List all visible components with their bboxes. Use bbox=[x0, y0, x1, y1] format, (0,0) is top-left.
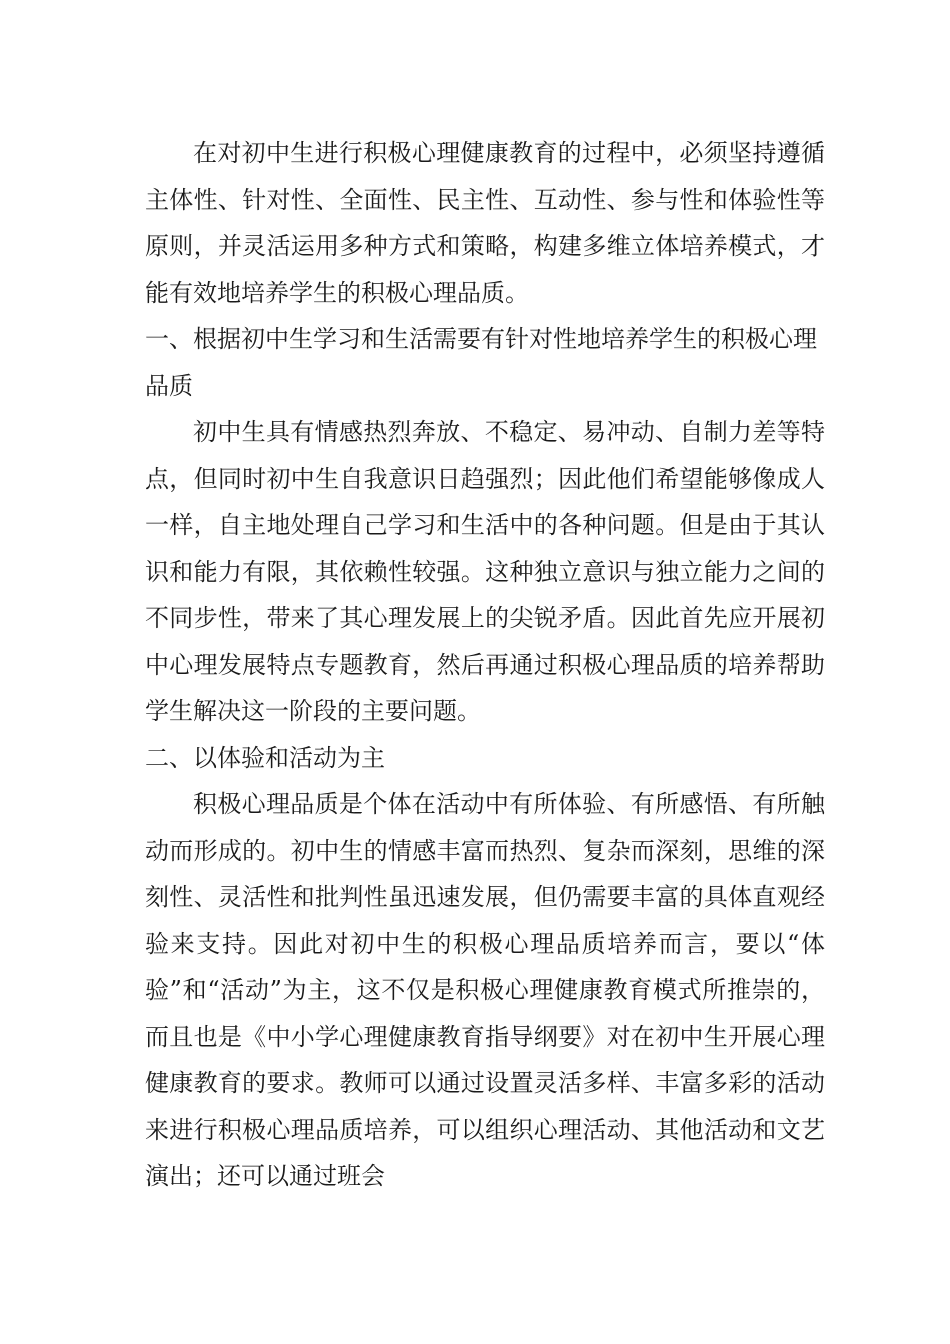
paragraph-intro: 在对初中生进行积极心理健康教育的过程中，必须坚持遵循主体性、针对性、全面性、民主性、互动性、参与性和体验性等原则，并灵活运用多种方式和策略，构建多维立体培养模式，才能有效地培养学生的积极心理品质。 bbox=[145, 139, 825, 307]
section-heading-2: 二、以体验和活动为主 bbox=[145, 743, 385, 772]
paragraph-section-1: 初中生具有情感热烈奔放、不稳定、易冲动、自制力差等特点，但同时初中生自我意识日趋强烈；因此他们希望能够像成人一样，自主地处理自己学习和生活中的各种问题。但是由于其认识和能力有限，其依赖性较强。这种独立意识与独立能力之间的不同步性，带来了其心理发展上的尖锐矛盾。因此首先应开展初中心理发展特点专题教育，然后再通过积极心理品质的培养帮助学生解决这一阶段的主要问题。 bbox=[145, 418, 825, 725]
section-heading-1: 一、根据初中生学习和生活需要有针对性地培养学生的积极心理品质 bbox=[145, 325, 817, 400]
document-body bbox=[145, 130, 825, 1200]
paragraph-section-2: 积极心理品质是个体在活动中有所体验、有所感悟、有所触动而形成的。初中生的情感丰富而热烈、复杂而深刻，思维的深刻性、灵活性和批判性虽迅速发展，但仍需要丰富的具体直观经验来支持。因此对初中生的积极心理品质培养而言，要以“体验”和“活动”为主，这不仅是积极心理健康教育模式所推崇的，而且也是《中小学心理健康教育指导纲要》对在初中生开展心理健康教育的要求。教师可以通过设置灵活多样、丰富多彩的活动来进行积极心理品质培养，可以组织心理活动、其他活动和文艺演出；还可以通过班会 bbox=[145, 790, 825, 1190]
